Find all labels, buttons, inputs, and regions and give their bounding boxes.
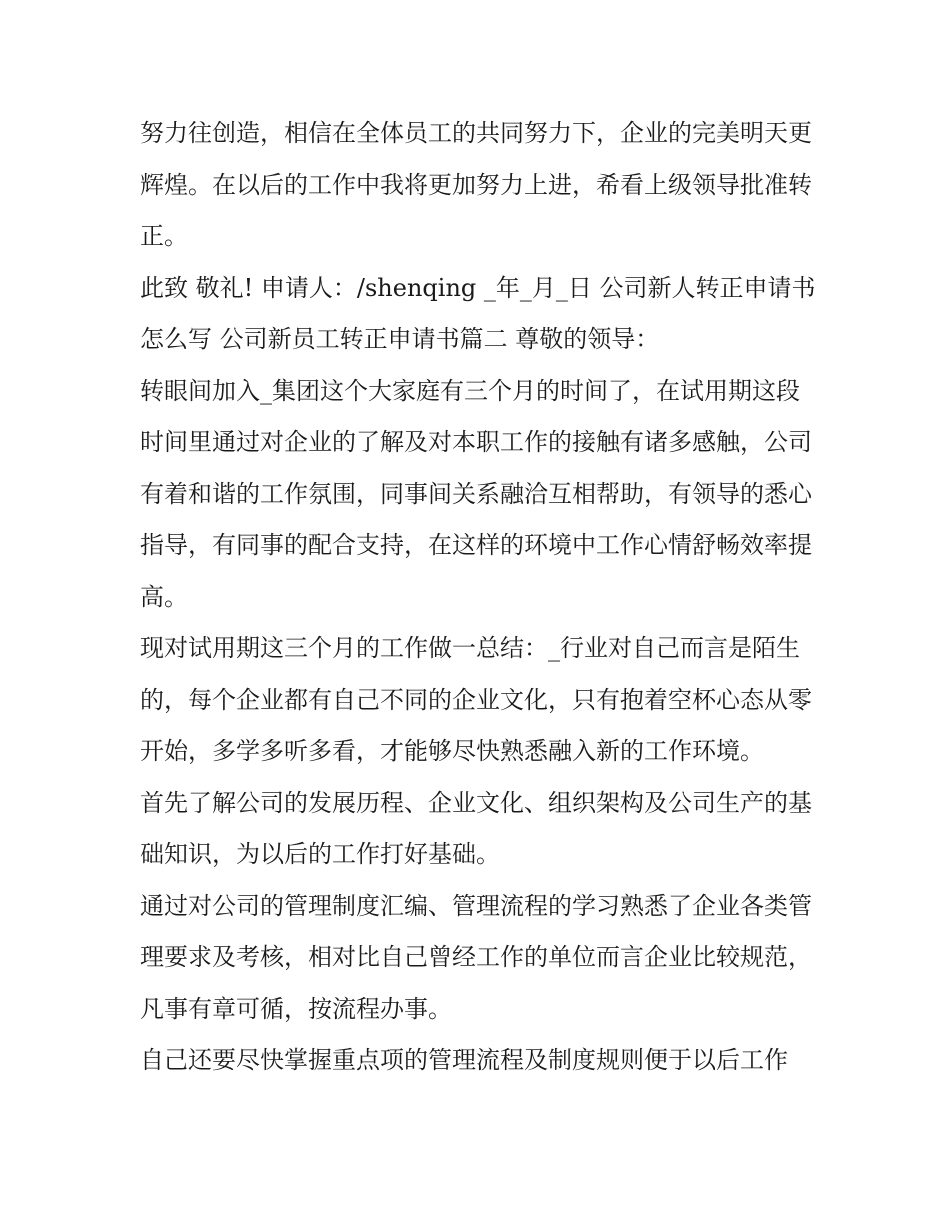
paragraph-3: 转眼间加入_集团这个大家庭有三个月的时间了，在试用期这段时间里通过对企业的了解及对本职工作的接触有诸多感触，公司有着和谐的工作氛围，同事间关系融洽互相帮助，有领导的悉心指导，有同事的配合支持，在这样的环境中工作心情舒畅效率提高。 [140, 376, 812, 611]
paragraph-5: 首先了解公司的发展历程、企业文化、组织架构及公司生产的基础知识，为以后的工作打好基础。 [140, 788, 812, 868]
paragraph-2: 此致 敬礼! 申请人：/shenqing _年_月_日 公司新人转正申请书怎么写 公司新员工转正申请书篇二 尊敬的领导： [140, 273, 816, 353]
paragraph-4: 现对试用期这三个月的工作做一总结：_行业对自己而言是陌生的，每个企业都有自己不同的企业文化，只有抱着空杯心态从零开始，多学多听多看，才能够尽快熟悉融入新的工作环境。 [140, 634, 812, 765]
paragraph-7: 自己还要尽快掌握重点项的管理流程及制度规则便于以后工作 [140, 1046, 788, 1074]
paragraph-6: 通过对公司的管理制度汇编、管理流程的学习熟悉了企业各类管理要求及考核，相对比自己曾经工作的单位而言企业比较规范，凡事有章可循，按流程办事。 [140, 891, 812, 1023]
document-body [140, 108, 820, 1087]
paragraph-1: 努力往创造，相信在全体员工的共同努力下，企业的完美明天更辉煌。在以后的工作中我将更加努力上进，希看上级领导批准转正。 [140, 119, 812, 250]
